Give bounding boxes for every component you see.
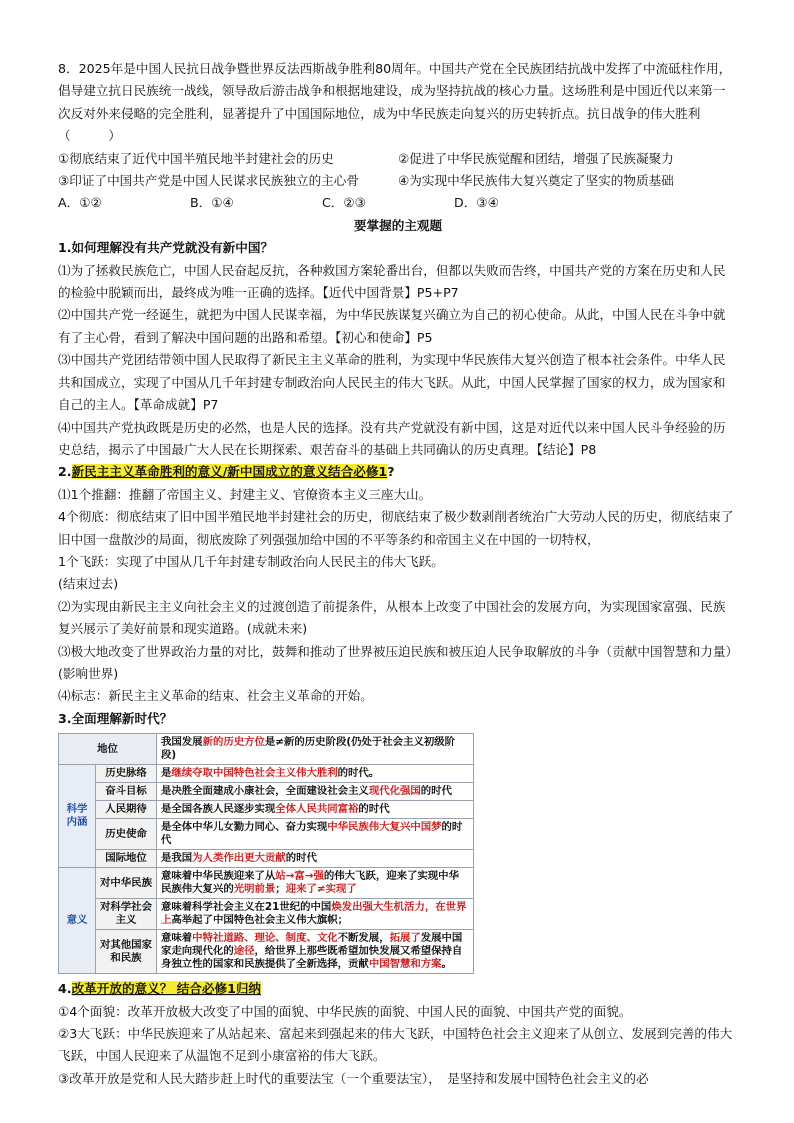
question-1-point-2: ⑵中国共产党一经诞生，就把为中国人民谋幸福，为中华民族谋复兴确立为自己的初心使命。从此，中国人民在斗争中就有了主心骨，看到了解决中国问题的出路和希望。【初心和使命】P5 bbox=[58, 307, 726, 345]
question-2-point-1: ⑴1个推翻：推翻了帝国主义、封建主义、官僚资本主义三座大山。 bbox=[58, 486, 432, 502]
cell-text: 的时代 bbox=[161, 821, 463, 847]
table-row bbox=[59, 819, 474, 850]
table-row-content bbox=[157, 850, 474, 868]
choice-d[interactable]: D．③④ bbox=[454, 195, 499, 211]
cell-text: 意味着中华民族迎来了从 bbox=[161, 870, 276, 883]
table-row-label: 历史使命 bbox=[96, 819, 157, 850]
question-8-options-row-1 bbox=[58, 148, 738, 170]
table-row-content bbox=[157, 819, 474, 850]
question-4-title bbox=[58, 978, 738, 1000]
table-row-label: 奋斗目标 bbox=[96, 783, 157, 801]
question-1-point-4: ⑷中国共产党执政既是历史的必然，也是人民的选择。没有共产党就没有新中国，这是对近代以来中国人民斗争经验的历史总结，揭示了中国最广大人民在长期探索、艰苦奋斗的基础上共同确认的历史真理。【结论】P8 bbox=[58, 419, 726, 457]
question-2-highlight: 新民主主义革命胜利的意义/新中国成立的意义结合必修1 bbox=[71, 464, 388, 480]
table-header-position: 地位 bbox=[59, 734, 157, 765]
cell-text: 是决胜全面建成小康社会，全面建设社会主义 bbox=[161, 785, 369, 798]
cell-text: 高举起了中国特色社会主义伟大旗帜； bbox=[171, 914, 349, 927]
table-row bbox=[59, 899, 474, 930]
table-header-content bbox=[157, 734, 474, 765]
question-2-point-2: 4个彻底：彻底结束了旧中国半殖民地半封建社会的历史，彻底结束了极少数剥削者统治广大劳动人民的历史，彻底结束了旧中国一盘散沙的局面，彻底废除了列强强加给中国的不平等条约和帝国主义在中国的一切特权， bbox=[58, 509, 734, 547]
question-4-point-3: ③改革开放是党和人民大踏步赶上时代的重要法宝（一个重要法宝）， 是坚持和发展中国特色社会主义的必 bbox=[58, 1070, 649, 1086]
cell-text: 的伟大飞跃，迎来了实现中华民族伟大复兴的 bbox=[161, 870, 459, 896]
header-text-a: 我国发展 bbox=[161, 736, 203, 749]
option-2[interactable]: ②促进了中华民族觉醒和团结，增强了民族凝聚力 bbox=[398, 150, 674, 166]
table-row bbox=[59, 930, 474, 974]
table-row-label: 国际地位 bbox=[96, 850, 157, 868]
cell-text: ，给世界上那些既希望加快发展又希望保持自身独立性的国家和民族提供了全新选择，贡献 bbox=[161, 945, 463, 971]
cell-highlight: 继续夺取中国特色社会主义伟大胜利 bbox=[171, 767, 338, 780]
question-1-title: 1.如何理解没有共产党就没有新中国？ bbox=[58, 240, 274, 256]
cell-highlight: 站→富→强 bbox=[275, 870, 324, 883]
table-row-label: 对其他国家和民族 bbox=[96, 930, 157, 974]
table-row-content bbox=[157, 765, 474, 783]
cell-highlight: 全体人民共同富裕 bbox=[275, 803, 359, 816]
choice-a[interactable]: A．①② bbox=[58, 195, 102, 211]
question-4-highlight: 改革开放的意义？ 结合必修1归纳 bbox=[71, 981, 262, 997]
choice-b[interactable]: B．①④ bbox=[190, 195, 234, 211]
cell-text: 是 bbox=[161, 767, 172, 780]
table-header-row bbox=[59, 734, 474, 765]
question-2-point-6: ⑷标志：新民主主义革命的结束、社会主义革命的开始。 bbox=[58, 688, 373, 704]
cell-text: 的时代 bbox=[420, 785, 452, 798]
header-text-b: 新的历史方位 bbox=[202, 736, 265, 749]
table-row-content bbox=[157, 868, 474, 899]
table-row bbox=[59, 801, 474, 819]
question-2-title bbox=[58, 461, 738, 483]
document-page bbox=[58, 58, 738, 1090]
question-8-stem: 8．2025年是中国人民抗日战争暨世界反法西斯战争胜利80周年。中国共产党在全民族团结抗战中发挥了中流砥柱作用，倡导建立抗日民族统一战线，领导敌后游击战争和根据地建设，成为坚持抗战的核心力量。这场胜利是中国近代以来第一次反对外来侵略的完全胜利，显著提升了中国国际地位，成为中华民族走向复兴的历史转折点。抗日战争的伟大胜利（ ） bbox=[58, 61, 732, 144]
cell-text: 是全体中华儿女勠力同心、奋力实现 bbox=[161, 821, 328, 834]
question-2-point-4: ⑵为实现由新民主主义向社会主义的过渡创造了前提条件，从根本上改变了中国社会的发展方向，为实现国家富强、民族复兴展示了美好前景和现实道路。(成就未来) bbox=[58, 598, 726, 637]
cell-highlight: 途径 bbox=[233, 945, 255, 958]
cell-text: 。 bbox=[441, 958, 452, 971]
question-8-options-row-2 bbox=[58, 170, 738, 192]
cell-highlight: 迎来了≠实现了 bbox=[285, 883, 357, 896]
table-row-content bbox=[157, 783, 474, 801]
section-title: 要掌握的主观题 bbox=[353, 217, 443, 233]
cell-text: ； bbox=[275, 883, 286, 896]
question-1-point-1: ⑴为了拯救民族危亡，中国人民奋起反抗，各种救国方案轮番出台，但都以失败而告终，中国共产党的方案在历史和人民的检验中脱颖而出，最终成为唯一正确的选择。【近代中国背景】P5+P7 bbox=[58, 262, 726, 301]
cell-highlight: 中特社道路、理论、制度、文化 bbox=[192, 932, 338, 945]
question-2-note: (结束过去) bbox=[58, 576, 119, 592]
new-era-table bbox=[58, 733, 474, 974]
table-category-connotation: 科学内涵 bbox=[59, 765, 96, 868]
header-text-c: 是≠新的历史阶段(仍处于社会主义初级阶段) bbox=[161, 736, 456, 762]
cell-text: 是全国各族人民逐步实现 bbox=[161, 803, 276, 816]
table-row bbox=[59, 783, 474, 801]
cell-text: 意味着 bbox=[161, 932, 193, 945]
option-4[interactable]: ④为实现中华民族伟大复兴奠定了坚实的物质基础 bbox=[398, 173, 674, 189]
cell-text: 是我国 bbox=[161, 852, 193, 865]
table-row-label: 历史脉络 bbox=[96, 765, 157, 783]
table-row-content bbox=[157, 899, 474, 930]
option-1[interactable]: ①彻底结束了近代中国半殖民地半封建社会的历史 bbox=[58, 150, 334, 166]
question-4-point-2: ②3大飞跃：中华民族迎来了从站起来、富起来到强起来的伟大飞跃，中国特色社会主义迎来了从创立、发展到完善的伟大飞跃，中国人民迎来了从温饱不足到小康富裕的伟大飞跃。 bbox=[58, 1026, 733, 1064]
cell-text: 的时代。 bbox=[337, 767, 380, 780]
table-row bbox=[59, 850, 474, 868]
cell-highlight: 焕发出强大生机活力，在世界上 bbox=[161, 901, 467, 927]
question-2-point-5: ⑶极大地改变了世界政治力量的对比，鼓舞和推动了世界被压迫民族和被压迫人民争取解放的斗争（贡献中国智慧和力量）(影响世界) bbox=[58, 643, 732, 681]
option-3[interactable]: ③印证了中国共产党是中国人民谋求民族独立的主心骨 bbox=[58, 173, 359, 189]
table-row-content bbox=[157, 801, 474, 819]
table-row-label: 对科学社会主义 bbox=[96, 899, 157, 930]
question-2-point-3: 1个飞跃：实现了中国从几千年封建专制政治向人民民主的伟大飞跃。 bbox=[58, 553, 444, 569]
table-row bbox=[59, 765, 474, 783]
cell-text: 发展中国家走向现代化的 bbox=[161, 932, 463, 958]
question-2-mark: ? bbox=[387, 464, 395, 480]
question-4-point-1: ①4个面貌：改革开放极大改变了中国的面貌、中华民族的面貌、中国人民的面貌、中国共产党的面貌。 bbox=[58, 1003, 632, 1019]
question-2-number: 2. bbox=[58, 464, 72, 480]
cell-highlight: 现代化强国 bbox=[368, 785, 421, 798]
cell-text: 的时代 bbox=[285, 852, 317, 865]
question-1-point-3: ⑶中国共产党团结带领中国人民取得了新民主主义革命的胜利，为实现中华民族伟大复兴创造了根本社会条件。中华人民共和国成立，实现了中国从几千年封建专制政治向人民民主的伟大飞跃。从此，中国人民掌握了国家的权力，成为国家和自己的主人。【革命成就】P7 bbox=[58, 352, 726, 413]
question-4-number: 4. bbox=[58, 981, 72, 997]
table-row-content bbox=[157, 930, 474, 974]
cell-text: 意味着科学社会主义在21世纪的中国 bbox=[161, 901, 332, 914]
cell-text: 的时代 bbox=[358, 803, 390, 816]
table-row-label: 人民期待 bbox=[96, 801, 157, 819]
question-8-choices bbox=[58, 192, 738, 214]
cell-highlight: 光明前景 bbox=[233, 883, 276, 896]
question-3-title: 3.全面理解新时代？ bbox=[58, 710, 173, 726]
table-row bbox=[59, 868, 474, 899]
cell-highlight: 中国智慧和方案 bbox=[368, 958, 442, 971]
cell-highlight: 拓展了 bbox=[389, 932, 421, 945]
table-row-label: 对中华民族 bbox=[96, 868, 157, 899]
cell-highlight: 为人类作出更大贡献 bbox=[192, 852, 286, 865]
cell-text: 不断发展， bbox=[337, 932, 390, 945]
table-category-significance: 意义 bbox=[59, 868, 96, 974]
cell-highlight: 中华民族伟大复兴中国梦 bbox=[327, 821, 442, 834]
choice-c[interactable]: C．②③ bbox=[322, 195, 366, 211]
